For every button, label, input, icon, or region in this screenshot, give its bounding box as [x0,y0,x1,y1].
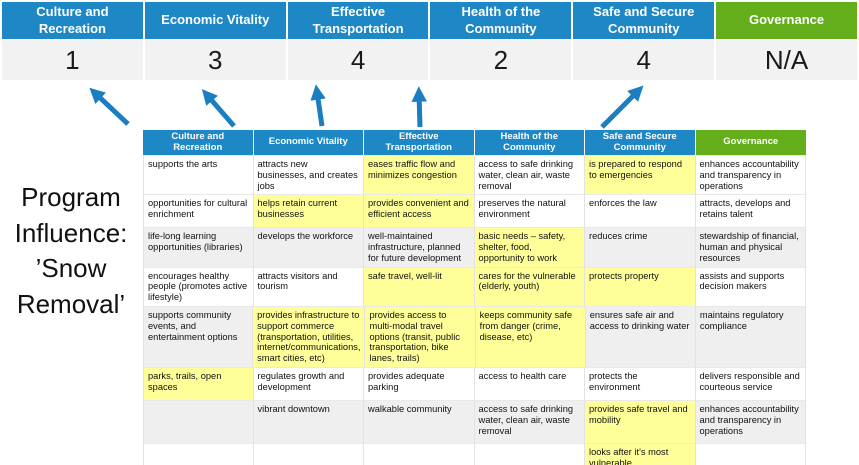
matrix-row-1 [143,155,806,194]
matrix-cell: keeps community safe from danger (crime, disease, etc) [475,306,586,367]
scorecard-score-economic-vitality: 3 [145,40,286,80]
scorecard-header-row [2,2,857,39]
matrix-cell: access to health care [474,367,586,400]
arrow-health-community-icon [419,94,420,127]
matrix-cell: access to safe drinking water, clean air, waste removal [474,155,586,194]
matrix-cell: provides access to multi-modal travel options (transit, public transportation, bike lanes, trails) [364,306,475,367]
matrix-cell: delivers responsible and courteous service [695,367,807,400]
matrix-cell [253,443,365,465]
program-label-line: Influence: [14,217,128,248]
matrix-cell [363,443,475,465]
arrows [0,78,859,132]
matrix-cell: protects the environment [584,367,696,400]
matrix-cell: regulates growth and development [253,367,365,400]
matrix-header-safe-and-secure-community: Safe and Secure Community [585,130,696,155]
scorecard-header-culture-and-recreation: Culture and Recreation [2,2,143,39]
matrix-cell: supports the arts [143,155,254,194]
matrix-cell: attracts visitors and tourism [253,267,365,306]
matrix-cell [143,443,254,465]
matrix-cell: looks after it's most vulnerable [584,443,696,465]
matrix-row-4 [143,267,806,306]
matrix-cell: enforces the law [584,194,696,227]
matrix-cell: safe travel, well-lit [363,267,475,306]
matrix-cell: provides safe travel and mobility [584,400,696,443]
matrix-header-row [143,130,806,155]
matrix-row-2 [143,194,806,227]
matrix-row-3 [143,227,806,266]
matrix-cell: enhances accountability and transparency in operations [695,155,807,194]
matrix-cell: access to safe drinking water, clean air, waste removal [474,400,586,443]
matrix-cell: basic needs – safety, shelter, food, opportunity to work [474,227,586,266]
matrix-cell: life-long learning opportunities (libraries) [143,227,254,266]
scorecard-score-safe-and-secure-community: 4 [573,40,714,80]
scorecard-score-effective-transportation: 4 [288,40,429,80]
matrix-cell [143,400,254,443]
arrow-economic-vitality-icon [207,95,234,126]
matrix-cell: ensures safe air and access to drinking water [585,306,696,367]
scorecard-header-governance: Governance [716,2,857,39]
scorecard-score-row [2,40,857,80]
arrow-effective-transportation-icon [317,92,322,126]
scorecard-header-health-of-the-community: Health of the Community [430,2,571,39]
matrix-cell: supports community events, and entertainment options [143,306,253,367]
matrix-cell: opportunities for cultural enrichment [143,194,254,227]
matrix-cell: attracts new businesses, and creates jobs [253,155,365,194]
matrix-cell: eases traffic flow and minimizes congestion [363,155,475,194]
matrix-cell: vibrant downtown [253,400,365,443]
scorecard-score-governance: N/A [716,40,857,80]
matrix-row-6 [143,367,806,400]
program-label-line: Removal’ [16,288,126,319]
matrix-cell: enhances accountability and transparency in operations [695,400,807,443]
program-influence-label [0,180,142,322]
matrix-cell: provides convenient and efficient access [363,194,475,227]
scorecard-header-safe-and-secure-community: Safe and Secure Community [573,2,714,39]
matrix-cell: preserves the natural environment [474,194,586,227]
matrix-cell: stewardship of financial, human and physical resources [695,227,807,266]
matrix-cell [474,443,586,465]
arrow-safe-secure-icon [602,91,638,127]
benefit-matrix [143,130,806,465]
matrix-cell: encourages healthy people (promotes active lifestyle) [143,267,254,306]
scorecard [2,2,857,80]
matrix-cell: maintains regulatory compliance [695,306,806,367]
matrix-cell: assists and supports decision makers [695,267,807,306]
matrix-row-5 [143,306,806,367]
matrix-cell: well-maintained infrastructure, planned for future development [363,227,475,266]
matrix-header-governance: Governance [696,130,807,155]
matrix-cell: parks, trails, open spaces [143,367,254,400]
matrix-row-7 [143,400,806,443]
program-label-line: Program [21,182,121,212]
matrix-header-effective-transportation: Effective Transportation [364,130,475,155]
matrix-cell: cares for the vulnerable (elderly, youth) [474,267,586,306]
scorecard-header-effective-transportation: Effective Transportation [288,2,429,39]
matrix-header-health-of-the-community: Health of the Community [475,130,586,155]
matrix-cell: reduces crime [584,227,696,266]
matrix-cell [695,443,807,465]
matrix-cell: attracts, develops and retains talent [695,194,807,227]
arrow-culture-recreation-icon [95,93,128,124]
scorecard-header-economic-vitality: Economic Vitality [145,2,286,39]
matrix-cell: provides infrastructure to support commerce (transportation, utilities, internet/communications, smart cities, etc) [252,306,365,367]
matrix-cell: develops the workforce [253,227,365,266]
matrix-cell: provides adequate parking [363,367,475,400]
scorecard-score-culture-and-recreation: 1 [2,40,143,80]
matrix-header-culture-and-recreation: Culture and Recreation [143,130,254,155]
matrix-cell: walkable community [363,400,475,443]
matrix-cell: is prepared to respond to emergencies [584,155,696,194]
matrix-row-8 [143,443,806,465]
matrix-body [143,155,806,465]
program-label-line: ’Snow [35,253,107,284]
scorecard-score-health-of-the-community: 2 [430,40,571,80]
matrix-cell: protects property [584,267,696,306]
matrix-header-economic-vitality: Economic Vitality [254,130,365,155]
matrix-cell: helps retain current businesses [253,194,365,227]
